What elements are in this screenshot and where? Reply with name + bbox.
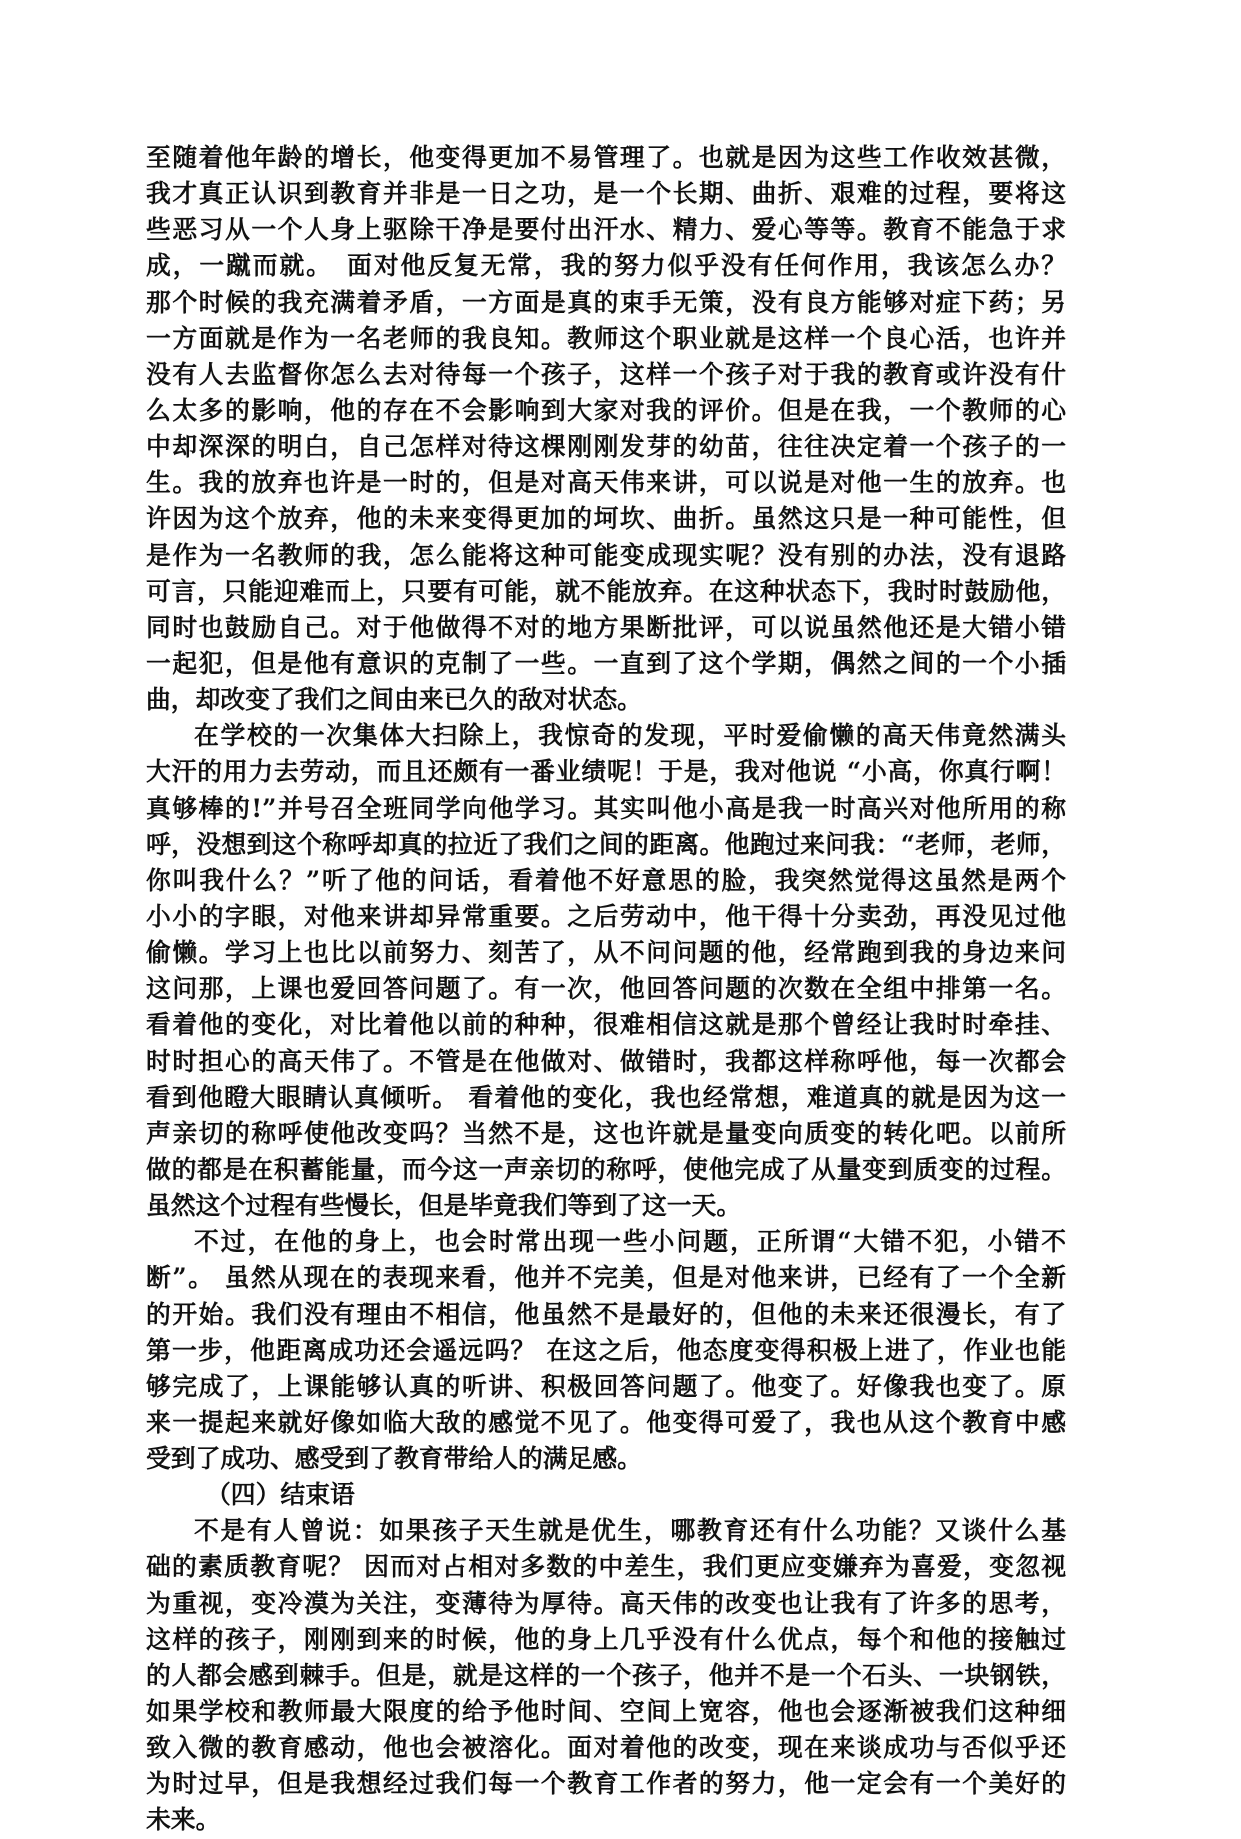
paragraph-3 bbox=[146, 1224, 1066, 1477]
text-line: 致入微的教育感动，他也会被溶化。面对着他的改变，现在来谈成功与否似乎还 bbox=[146, 1733, 1066, 1763]
text-line: 够完成了，上课能够认真的听讲、积极回答问题了。他变了。好像我也变了。原 bbox=[146, 1371, 1066, 1401]
text-line: 真够棒的!”并号召全班同学向他学习。其实叫他小高是我一时高兴对他所用的称 bbox=[146, 793, 1066, 823]
text-line: 一起犯，但是他有意识的克制了一些。一直到了这个学期，偶然之间的一个小插 bbox=[146, 648, 1066, 678]
text-line: 曲，却改变了我们之间由来已久的敌对状态。 bbox=[146, 685, 642, 715]
text-line: 偷懒。学习上也比以前努力、刻苦了，从不问问题的他，经常跑到我的身边来问 bbox=[146, 938, 1066, 968]
text-line: 些恶习从一个人身上驱除干净是要付出汗水、精力、爱心等等。教育不能急于求 bbox=[146, 215, 1066, 245]
text-line: 么太多的影响，他的存在不会影响到大家对我的评价。但是在我，一个教师的心 bbox=[146, 395, 1066, 425]
text-line: 看着他的变化，对比着他以前的种种，很难相信这就是那个曾经让我时时牵挂、 bbox=[146, 1010, 1066, 1040]
text-line: 断”。 虽然从现在的表现来看，他并不完美，但是对他来讲，已经有了一个全新 bbox=[146, 1263, 1066, 1293]
text-line: 做的都是在积蓄能量，而今这一声亲切的称呼，使他完成了从量变到质变的过程。 bbox=[146, 1154, 1066, 1184]
paragraph-1 bbox=[146, 140, 1066, 718]
text-line: 在学校的一次集体大扫除上，我惊奇的发现，平时爱偷懒的高天伟竟然满头 bbox=[194, 721, 1066, 751]
text-line: 一方面就是作为一名老师的我良知。教师这个职业就是这样一个良心活，也许并 bbox=[146, 323, 1066, 353]
text-line: 础的素质教育呢？ 因而对占相对多数的中差生，我们更应变嫌弃为喜爱，变忽视 bbox=[146, 1552, 1066, 1582]
text-line: 是作为一名教师的我，怎么能将这种可能变成现实呢？没有别的办法，没有退路 bbox=[146, 540, 1066, 570]
heading-text: （四）结束语 bbox=[206, 1480, 355, 1510]
text-line: 为时过早，但是我想经过我们每一个教育工作者的努力，他一定会有一个美好的 bbox=[146, 1769, 1066, 1799]
text-line: 这问那，上课也爱回答问题了。有一次，他回答问题的次数在全组中排第一名。 bbox=[146, 974, 1066, 1004]
text-line: 呼，没想到这个称呼却真的拉近了我们之间的距离。他跑过来问我：“老师，老师， bbox=[146, 829, 1066, 859]
text-line: 受到了成功、感受到了教育带给人的满足感。 bbox=[146, 1444, 642, 1474]
paragraph-4 bbox=[146, 1513, 1066, 1838]
text-line: 生。我的放弃也许是一时的，但是对高天伟来讲，可以说是对他一生的放弃。也 bbox=[146, 468, 1066, 498]
paragraph-2 bbox=[146, 718, 1066, 1224]
text-line: 虽然这个过程有些慢长，但是毕竟我们等到了这一天。 bbox=[146, 1191, 742, 1221]
text-line: 的开始。我们没有理由不相信，他虽然不是最好的，但他的未来还很漫长，有了 bbox=[146, 1299, 1066, 1329]
text-line: 许因为这个放弃，他的未来变得更加的坷坎、曲折。虽然这只是一种可能性，但 bbox=[146, 504, 1066, 534]
text-line: 这样的孩子，刚刚到来的时候，他的身上几乎没有什么优点，每个和他的接触过 bbox=[146, 1624, 1066, 1654]
text-line: 不是有人曾说：如果孩子天生就是优生，哪教育还有什么功能？又谈什么基 bbox=[194, 1516, 1066, 1546]
text-line: 时时担心的高天伟了。不管是在他做对、做错时，我都这样称呼他，每一次都会 bbox=[146, 1046, 1066, 1076]
text-line: 如果学校和教师最大限度的给予他时间、空间上宽容，他也会逐渐被我们这种细 bbox=[146, 1697, 1066, 1727]
text-line: 至随着他年龄的增长，他变得更加不易管理了。也就是因为这些工作收效甚微， bbox=[146, 143, 1066, 172]
text-line: 看到他瞪大眼睛认真倾听。 看着他的变化，我也经常想，难道真的就是因为这一 bbox=[146, 1082, 1066, 1112]
text-line: 可言，只能迎难而上，只要有可能，就不能放弃。在这种状态下，我时时鼓励他， bbox=[146, 576, 1066, 606]
text-line: 没有人去监督你怎么去对待每一个孩子，这样一个孩子对于我的教育或许没有什 bbox=[146, 359, 1066, 389]
text-line: 未来。 bbox=[146, 1805, 221, 1835]
text-line: 我才真正认识到教育并非是一日之功，是一个长期、曲折、艰难的过程，要将这 bbox=[146, 179, 1066, 209]
text-line: 你叫我什么？”听了他的问话，看着他不好意思的脸，我突然觉得这虽然是两个 bbox=[146, 865, 1066, 895]
text-line: 小小的字眼，对他来讲却异常重要。之后劳动中，他干得十分卖劲，再没见过他 bbox=[146, 901, 1066, 931]
text-line: 第一步，他距离成功还会遥远吗？ 在这之后，他态度变得积极上进了，作业也能 bbox=[146, 1335, 1066, 1365]
section-heading bbox=[146, 1477, 1066, 1513]
text-line: 大汗的用力去劳动，而且还颇有一番业绩呢！于是，我对他说 “小高，你真行啊！ bbox=[146, 757, 1066, 787]
text-line: 成，一蹴而就。 面对他反复无常，我的努力似乎没有任何作用，我该怎么办？ bbox=[146, 251, 1066, 281]
text-line: 声亲切的称呼使他改变吗？当然不是，这也许就是量变向质变的转化吧。以前所 bbox=[146, 1118, 1066, 1148]
text-line: 中却深深的明白，自己怎样对待这棵刚刚发芽的幼苗，往往决定着一个孩子的一 bbox=[146, 432, 1066, 462]
text-line: 那个时候的我充满着矛盾，一方面是真的束手无策，没有良方能够对症下药；另 bbox=[146, 287, 1066, 317]
text-line: 来一提起来就好像如临大敌的感觉不见了。他变得可爱了，我也从这个教育中感 bbox=[146, 1407, 1066, 1437]
text-line: 的人都会感到棘手。但是，就是这样的一个孩子，他并不是一个石头、一块钢铁， bbox=[146, 1660, 1066, 1690]
text-line: 不过，在他的身上，也会时常出现一些小问题，正所谓“大错不犯，小错不 bbox=[194, 1227, 1066, 1257]
document-page bbox=[146, 140, 1066, 1839]
text-line: 同时也鼓励自己。对于他做得不对的地方果断批评，可以说虽然他还是大错小错 bbox=[146, 612, 1066, 642]
text-line: 为重视，变冷漠为关注，变薄待为厚待。高天伟的改变也让我有了许多的思考， bbox=[146, 1588, 1066, 1618]
